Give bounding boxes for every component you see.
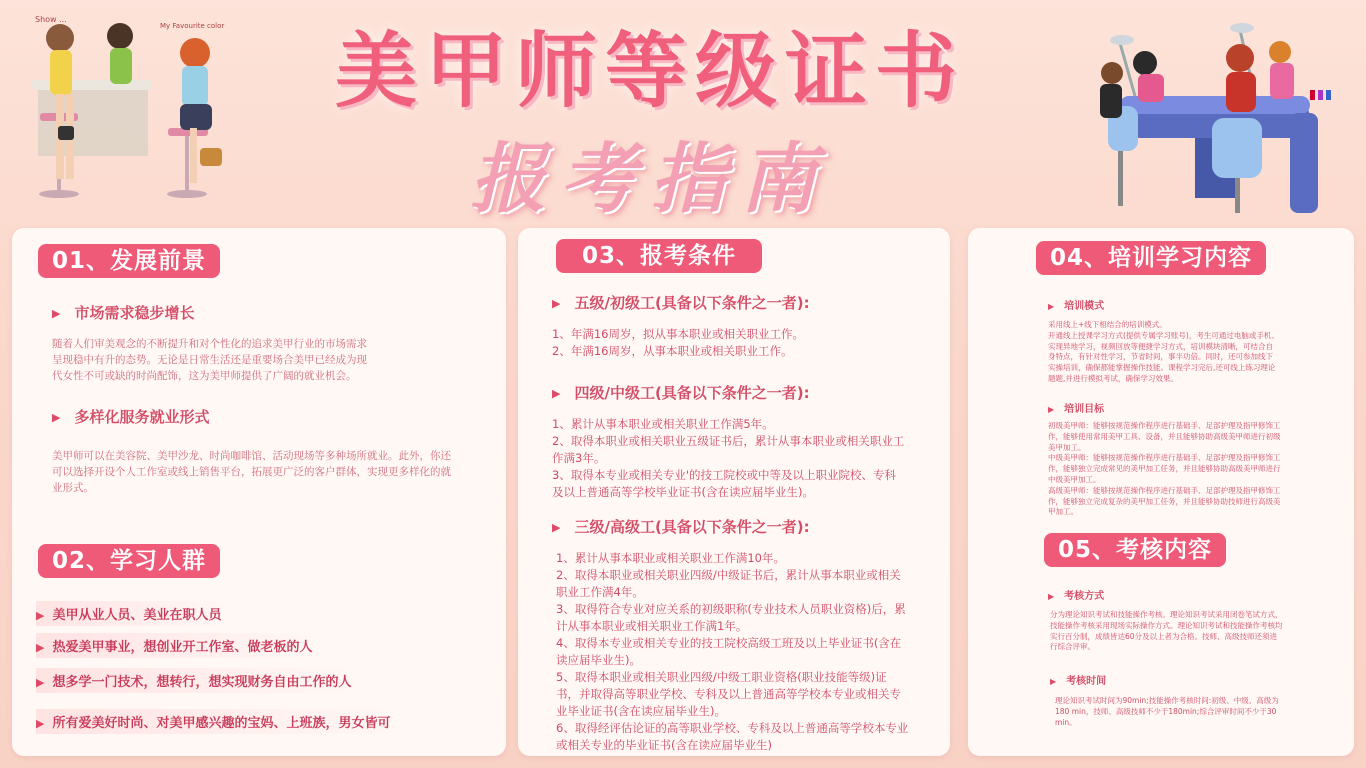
training-mode-title: ▶ 培训模式	[1048, 297, 1104, 312]
exam-method-title: ▶ 考核方式	[1048, 587, 1104, 602]
training-goal-title: ▶ 培训目标	[1048, 400, 1104, 415]
level-4-title: ▶ 四级/中级工(具备以下条件之一者):	[552, 382, 810, 403]
section-01-badge: 01、发展前景	[38, 244, 220, 278]
training-goal-text: 初级美甲师：能够按规范操作程序进行基础手、足部护理及指甲修饰工 作，能够使用常用美甲工具、设备，并且能够协助高级美甲师进行初级 美甲加工。 中级美甲师：能够按规范操作程序进行基础手、足部护理及指甲修饰工 作，能够独立完成常见的美甲加工任务，并且能够协助高级美甲师进行 中级美甲加工。 高级美甲师：能够按规范操作程序进行基础手、足部护理及指甲修饰工 作，能够独立完成复杂的美甲加工任务，并且能够协助技师进行高级美 甲加工。	[1048, 421, 1281, 517]
section-01-sub-employment: ▶ 多样化服务就业形式	[52, 406, 209, 427]
exam-time-text: 理论知识考试时间为90min;技能操作考核时间:初级、中级、高级为 180 min，技师、高级技师不少于180min;综合评审时间不少于30 min。	[1055, 696, 1279, 727]
training-mode-text: 采用线上+线下相结合的培训模式。 开通线上授课学习方式(提供专属学习账号)，考生可通过电脑或手机、 实现异地学习，视频回放等便捷学习方式，培训模块清晰，可结合自 身特点，有针对性学习，节省时间，事半功倍。同时，还可参加线下 实操培训，确保都能掌握操作技能。课程学习完后,还可线上练习理论 题题,并进行模拟考试，确保学习效果。	[1048, 320, 1279, 383]
exam-time-title: ▶ 考核时间	[1050, 672, 1106, 687]
page-subtitle: 报考指南	[470, 134, 830, 223]
level-5-conditions: 1、年满16周岁，拟从事本职业或相关职业工作。 2、年满16周岁，从事本职业或相关职业工作。	[552, 327, 804, 358]
salon-illustration-right	[1050, 18, 1350, 223]
audience-item: ▶ 所有爱美好时尚、对美甲感兴趣的宝妈、上班族，男女皆可	[36, 709, 398, 734]
level-3-conditions: 1、累计从事本职业或相关职业工作满10年。 2、取得本职业或相关职业四级/中级证书后，累计从事本职业或相关 职业工作满4年。 3、取得符合专业对应关系的初级职称(专业技术人员职业资格)后，累 计从事本职业或相关职业工作满1年。 4、取得本专业或相关专业的技工院校高级工班及以上毕业证书(含在 读应届毕业生)。 5、取得本职业或相关职业四级/中级工职业资格(职业技能等级)证 书，并取得高等职业学校、专科及以上普通高等学校本专业或相关专 业毕业证书(含在读应届毕业生)。 6、取得经评估论证的高等职业学校、专科及以上普通高等学校本专业 或相关专业的毕业证书(含在读应届毕业生)	[556, 551, 909, 752]
section-04-badge: 04、培训学习内容	[1036, 241, 1266, 275]
section-02-badge: 02、学习人群	[38, 544, 220, 578]
triangle-bullet-icon: ▶	[36, 676, 45, 689]
audience-item: ▶ 美甲从业人员、美业在职人员	[36, 601, 229, 626]
triangle-bullet-icon: ▶	[36, 609, 45, 622]
section-01-para-market: 随着人们审美观念的不断提升和对个性化的追求美甲行业的市场需求 呈现稳中有升的态势。无论是日常生活还是重要场合美甲已经成为现 代女性不可或缺的时尚配饰，这为美甲师提供了广阔的就业机会。	[52, 338, 367, 382]
triangle-bullet-icon: ▶	[36, 717, 45, 730]
level-3-title: ▶ 三级/高级工(具备以下条件之一者):	[552, 516, 810, 537]
section-01-sub-market: ▶ 市场需求稳步增长	[52, 302, 194, 323]
section-01-para-employment: 美甲师可以在美容院、美甲沙龙、时尚咖啡馆、活动现场等多种场所就业。此外，你还 可以选择开设个人工作室或线上销售平台，拓展更广泛的客户群体，实现更多样化的就 业形式。	[52, 450, 451, 494]
level-4-conditions: 1、累计从事本职业或相关职业工作满5年。 2、取得本职业或相关职业五级证书后，累计从事本职业或相关职业工 作满3年。 3、取得本专业或相关专业'的技工院校或中等及以上职业院校、专科 及以上普通高等学校毕业证书(含在读应届毕业生)。	[552, 417, 905, 499]
audience-item: ▶ 热爱美甲事业，想创业开工作室、做老板的人	[36, 633, 320, 658]
triangle-bullet-icon: ▶	[36, 641, 45, 654]
exam-method-text: 分为理论知识考试和技能操作考核。理论知识考试采用闭卷笔试方式， 技能操作考核采用现场实际操作方式。理论知识考试和技能操作考核均 实行百分制，成绩皆达60分及以上者为合格。技师、高级技师还须进 行综合评审。	[1050, 610, 1283, 652]
page-title: 美甲师等级证书	[334, 24, 965, 119]
section-03-badge: 03、报考条件	[556, 239, 762, 273]
level-5-title: ▶ 五级/初级工(具备以下条件之一者):	[552, 292, 810, 313]
section-05-badge: 05、考核内容	[1044, 533, 1226, 567]
svg-text:My Favourite color: My Favourite color	[160, 22, 225, 30]
salon-illustration-left	[20, 8, 260, 208]
audience-item: ▶ 想多学一门技术，想转行，想实现财务自由工作的人	[36, 668, 359, 693]
svg-text:Show ...: Show ...	[35, 15, 67, 24]
